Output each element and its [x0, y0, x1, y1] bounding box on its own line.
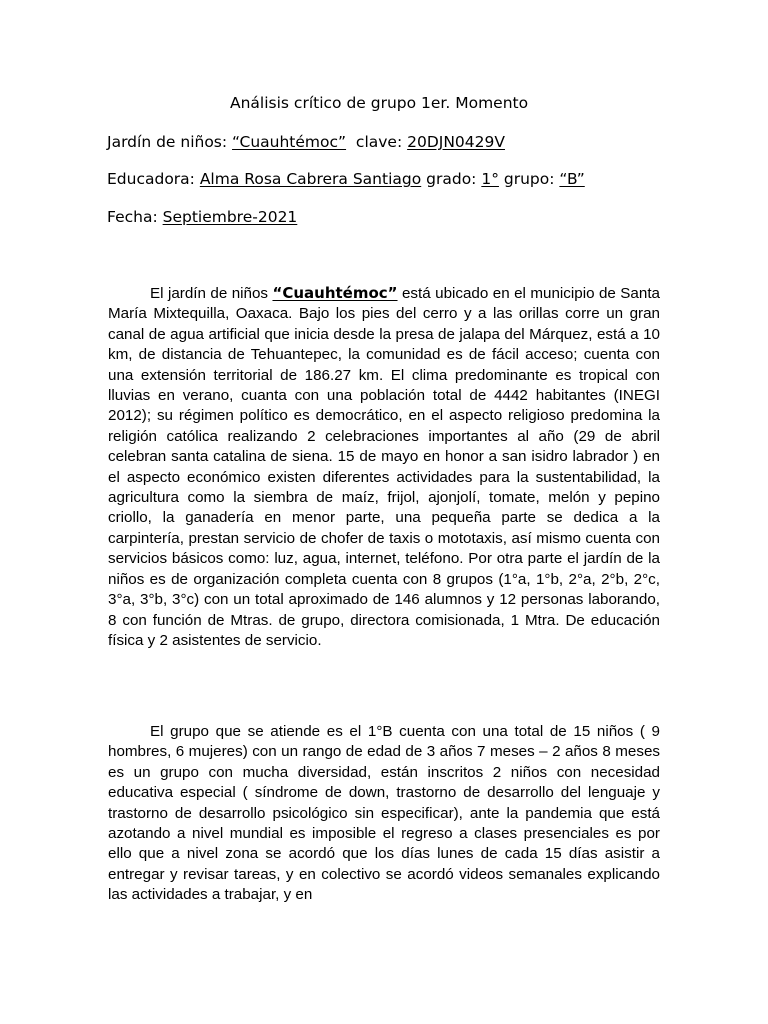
grado-label: grado: [421, 170, 482, 188]
paragraph-community [108, 283, 660, 651]
paragraph-group [108, 722, 660, 906]
school-line [107, 133, 505, 151]
educadora-line [107, 170, 585, 188]
grupo-label: grupo: [498, 170, 560, 188]
clave-label: clave: [355, 133, 408, 151]
clave-value: 20DJN0429V [407, 133, 505, 151]
fecha-line [107, 208, 297, 226]
paragraph-community-text: está ubicado en el municipio de Santa María Mixtequilla, Oaxaca. Bajo los pies del cerro y a las orillas corre un gran canal de agua artificial que inicia desde la presa de jalapa del Márquez, está a 10 km, de distancia de Tehuantepec, la comunidad es de fácil acceso; cuenta con una extensión territorial de 186.27 km. El clima predominante es tropical con lluvias en verano, cuanta con una población total de 4442 habitantes (INEGI 2012); su régimen político es democrático, en el aspecto religioso predomina la religión católica realizando 2 celebraciones importantes al año (29 de abril celebran santa catalina de siena. 15 de mayo en honor a san isidro labrador ) en el aspecto económico existen diferentes actividades para la sustentabilidad, la agricultura como la siembra de maíz, frijol, ajonjolí, tomate, melón y pepino criollo, la ganadería en menor parte, una pequeña parte se dedica a la carpintería, prestan servicio de chofer de taxis o mototaxis, así mismo cuenta con servicios básicos como: luz, agua, internet, teléfono. Por otra parte el jardín de la niños es de organización completa cuenta con 8 grupos (1°a, 1°b, 2°a, 2°b, 2°c, 3°a, 3°b, 3°c) con un total aproximado de 146 alumnos y 12 personas laborando, 8 con función de Mtras. de grupo, directora comisionada, 1 Mtra. De educación física y 2 asistentes de servicio. [108, 285, 660, 649]
paragraph-group-text: El grupo que se atiende es el 1°B cuenta con una total de 15 niños ( 9 hombres, 6 mujeres) con un rango de edad de 3 años 7 meses – 2 años 8 meses es un grupo con mucha diversidad, están inscritos 2 niños con necesidad educativa especial ( síndrome de down, trastorno de desarrollo del lenguaje y trastorno de desarrollo psicológico sin especificar), ante la pandemia que está azotando a nivel mundial es imposible el regreso a clases presenciales es por ello que a nivel zona se acordó que los días lunes de cada 15 días asistir a entregar y revisar tareas, y en colectivo se acordó videos semanales explicando las actividades a trabajar, y en [108, 723, 660, 904]
paragraph-community-school-name: “Cuauhtémoc” [272, 284, 398, 302]
educadora-label: Educadora: [107, 170, 200, 188]
paragraph-community-lead: El jardín de niños [150, 285, 273, 302]
school-name: “Cuauhtémoc” [232, 133, 347, 151]
grado-value: 1° [481, 170, 499, 188]
grupo-value: “B” [559, 170, 585, 188]
fecha-value: Septiembre-2021 [162, 208, 298, 226]
school-label: Jardín de niños: [107, 133, 233, 151]
document-title: Análisis crítico de grupo 1er. Momento [230, 94, 529, 112]
fecha-label: Fecha: [107, 208, 163, 226]
educadora-name: Alma Rosa Cabrera Santiago [199, 170, 422, 188]
